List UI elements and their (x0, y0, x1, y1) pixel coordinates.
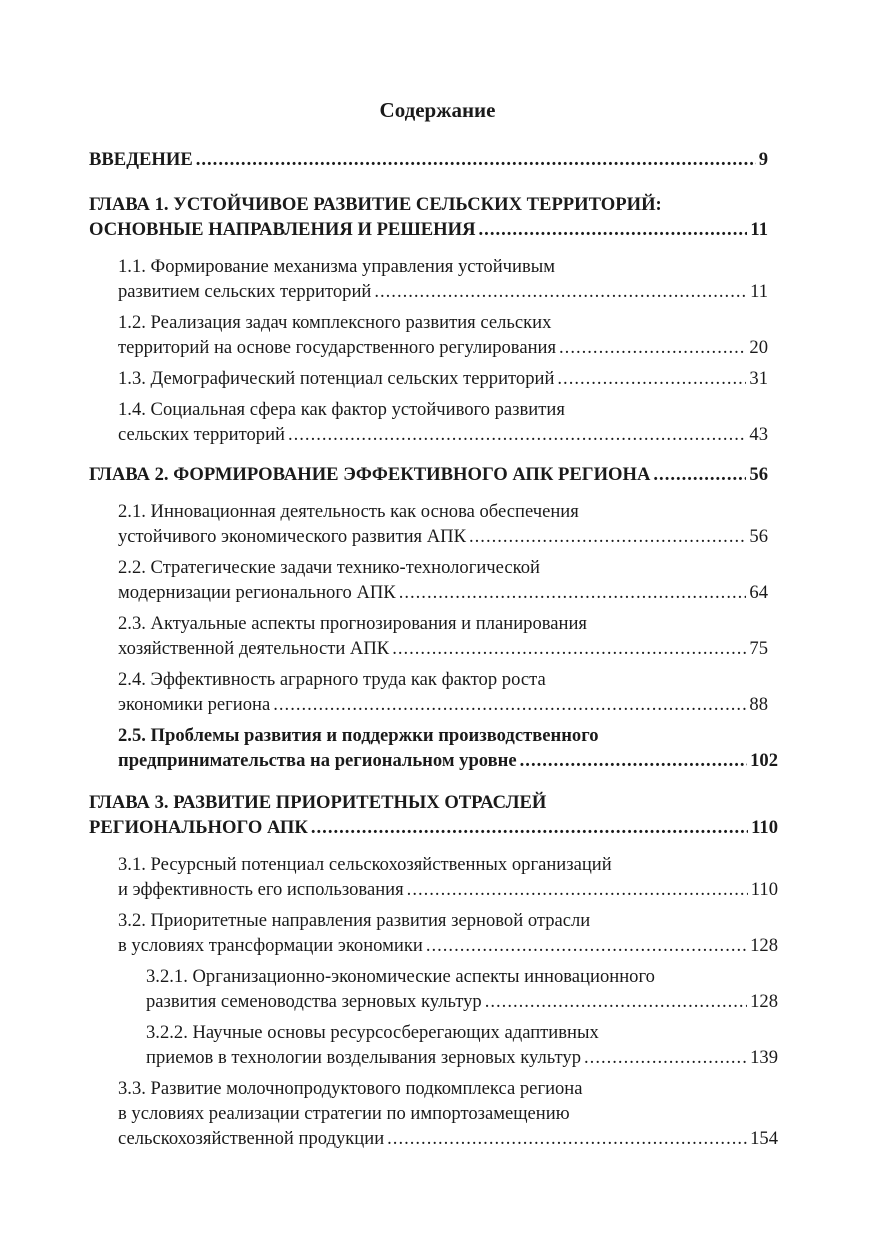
dot-leader (288, 422, 746, 447)
toc-entry (118, 611, 768, 661)
toc-entry (146, 1020, 778, 1070)
dot-leader (426, 933, 747, 958)
toc-entry-text: хозяйственной деятельности АПК (118, 638, 390, 659)
toc-entry-line: 1.4. Социальная сфера как фактор устойчивого развития (118, 399, 565, 420)
page-number: 31 (749, 368, 768, 389)
dot-leader (557, 366, 746, 391)
toc-entry-text: и эффективность его использования (118, 879, 404, 900)
toc-entry (118, 254, 768, 304)
toc-entry-line: в условиях реализации стратегии по импортозамещению (118, 1103, 570, 1124)
toc-entry-text: устойчивого экономического развития АПК (118, 526, 466, 547)
toc-entry-text: приемов в технологии возделывания зерновых культур (146, 1047, 582, 1068)
page-number: 110 (751, 817, 778, 838)
toc-entry (89, 147, 768, 172)
toc-entry-line: 2.4. Эффективность аграрного труда как фактор роста (118, 669, 546, 690)
toc-entry-line: 3.2.1. Организационно-экономические аспекты инновационного (146, 966, 655, 987)
toc-entry (118, 366, 768, 391)
toc-entry-last-line (89, 217, 768, 242)
toc-entry-line: 3.2. Приоритетные направления развития зерновой отрасли (118, 910, 591, 931)
toc-entry-last-line (89, 147, 768, 172)
toc-entry-last-line (118, 524, 768, 549)
toc-entry-last-line (118, 636, 768, 661)
toc-entry-line: ГЛАВА 1. УСТОЙЧИВОЕ РАЗВИТИЕ СЕЛЬСКИХ ТЕРРИТОРИЙ: (89, 194, 662, 215)
toc-entry (118, 723, 778, 773)
dot-leader (387, 1126, 747, 1151)
toc-entry-text: ГЛАВА 2. ФОРМИРОВАНИЕ ЭФФЕКТИВНОГО АПК РЕГИОНА (89, 464, 651, 485)
toc-entry-last-line (118, 692, 768, 717)
page-number: 128 (750, 935, 778, 956)
toc-entry (89, 462, 768, 487)
toc-entry-last-line (146, 989, 778, 1014)
toc-entry (118, 908, 778, 958)
page-number: 11 (750, 219, 768, 240)
page-number: 154 (750, 1128, 778, 1149)
toc-entry (118, 667, 768, 717)
page-number: 64 (749, 582, 768, 603)
page-number: 56 (749, 526, 768, 547)
toc-entry-text: экономики региона (118, 694, 271, 715)
toc-entry (89, 192, 768, 242)
toc-entry-line: 3.1. Ресурсный потенциал сельскохозяйственных организаций (118, 854, 612, 875)
toc-entry-text: ВВЕДЕНИЕ (89, 149, 193, 170)
dot-leader (469, 524, 746, 549)
toc-entry-text: сельскохозяйственной продукции (118, 1128, 385, 1149)
dot-leader (399, 580, 747, 605)
toc-entry-text: в условиях трансформации экономики (118, 935, 423, 956)
toc-entry-line: 2.2. Стратегические задачи технико-технологической (118, 557, 540, 578)
dot-leader (520, 748, 747, 773)
toc-entry-text: модернизации регионального АПК (118, 582, 396, 603)
toc-entry-text: предпринимательства на региональном уровне (118, 750, 517, 771)
toc-entry (118, 397, 768, 447)
toc-entry-last-line (89, 462, 768, 487)
page-number: 110 (750, 879, 778, 900)
dot-leader (374, 279, 747, 304)
page-number: 139 (750, 1047, 778, 1068)
toc-entry-last-line (118, 279, 768, 304)
dot-leader (273, 692, 746, 717)
dot-leader (485, 989, 747, 1014)
toc-entry-line: 3.3. Развитие молочнопродуктового подкомплекса региона (118, 1078, 583, 1099)
toc-entry-last-line (118, 422, 768, 447)
toc-entry (118, 499, 768, 549)
toc-entry (118, 310, 768, 360)
dot-leader (559, 335, 746, 360)
toc-entry-text: развитием сельских территорий (118, 281, 372, 302)
page-number: 20 (749, 337, 768, 358)
toc-entry-text: РЕГИОНАЛЬНОГО АПК (89, 817, 308, 838)
toc-entry-last-line (118, 580, 768, 605)
toc-entry (118, 555, 768, 605)
page-number: 75 (749, 638, 768, 659)
page-number: 9 (758, 149, 768, 170)
page-number: 102 (750, 750, 778, 771)
toc-entry-line: 2.3. Актуальные аспекты прогнозирования и планирования (118, 613, 587, 634)
dot-leader (311, 815, 748, 840)
page-title: Содержание (379, 98, 496, 122)
page-number: 11 (750, 281, 768, 302)
dot-leader (407, 877, 748, 902)
toc-entry (118, 1076, 778, 1151)
page-number: 128 (750, 991, 778, 1012)
dot-leader (653, 462, 746, 487)
dot-leader (584, 1045, 747, 1070)
toc-entry-last-line (118, 366, 768, 391)
toc-entry-line: 2.1. Инновационная деятельность как основа обеспечения (118, 501, 579, 522)
toc-entry (118, 852, 778, 902)
toc-entry-text: развития семеноводства зерновых культур (146, 991, 482, 1012)
toc-entry-last-line (89, 815, 778, 840)
toc-entry-last-line (118, 933, 778, 958)
toc-entry-line: 2.5. Проблемы развития и поддержки производственного (118, 725, 599, 746)
toc-entry-last-line (118, 335, 768, 360)
toc-entry (89, 790, 778, 840)
toc-entry-line: 3.2.2. Научные основы ресурсосберегающих адаптивных (146, 1022, 599, 1043)
toc-entry-last-line (118, 877, 778, 902)
page-number: 56 (749, 464, 768, 485)
page-number: 88 (749, 694, 768, 715)
toc-entry-line: ГЛАВА 3. РАЗВИТИЕ ПРИОРИТЕТНЫХ ОТРАСЛЕЙ (89, 792, 547, 813)
toc-entry-text: сельских территорий (118, 424, 285, 445)
dot-leader (196, 147, 756, 172)
toc-entry-last-line (118, 748, 778, 773)
dot-leader (479, 217, 748, 242)
toc-entry-last-line (118, 1126, 778, 1151)
toc-entry-text: 1.3. Демографический потенциал сельских территорий (118, 368, 555, 389)
toc-entry-text: территорий на основе государственного регулирования (118, 337, 557, 358)
toc-entry-line: 1.2. Реализация задач комплексного развития сельских (118, 312, 552, 333)
toc-entry-line: 1.1. Формирование механизма управления устойчивым (118, 256, 556, 277)
page-number: 43 (749, 424, 768, 445)
toc-entry-last-line (146, 1045, 778, 1070)
toc-entry-text: ОСНОВНЫЕ НАПРАВЛЕНИЯ И РЕШЕНИЯ (89, 219, 476, 240)
dot-leader (392, 636, 746, 661)
toc-entry (146, 964, 778, 1014)
